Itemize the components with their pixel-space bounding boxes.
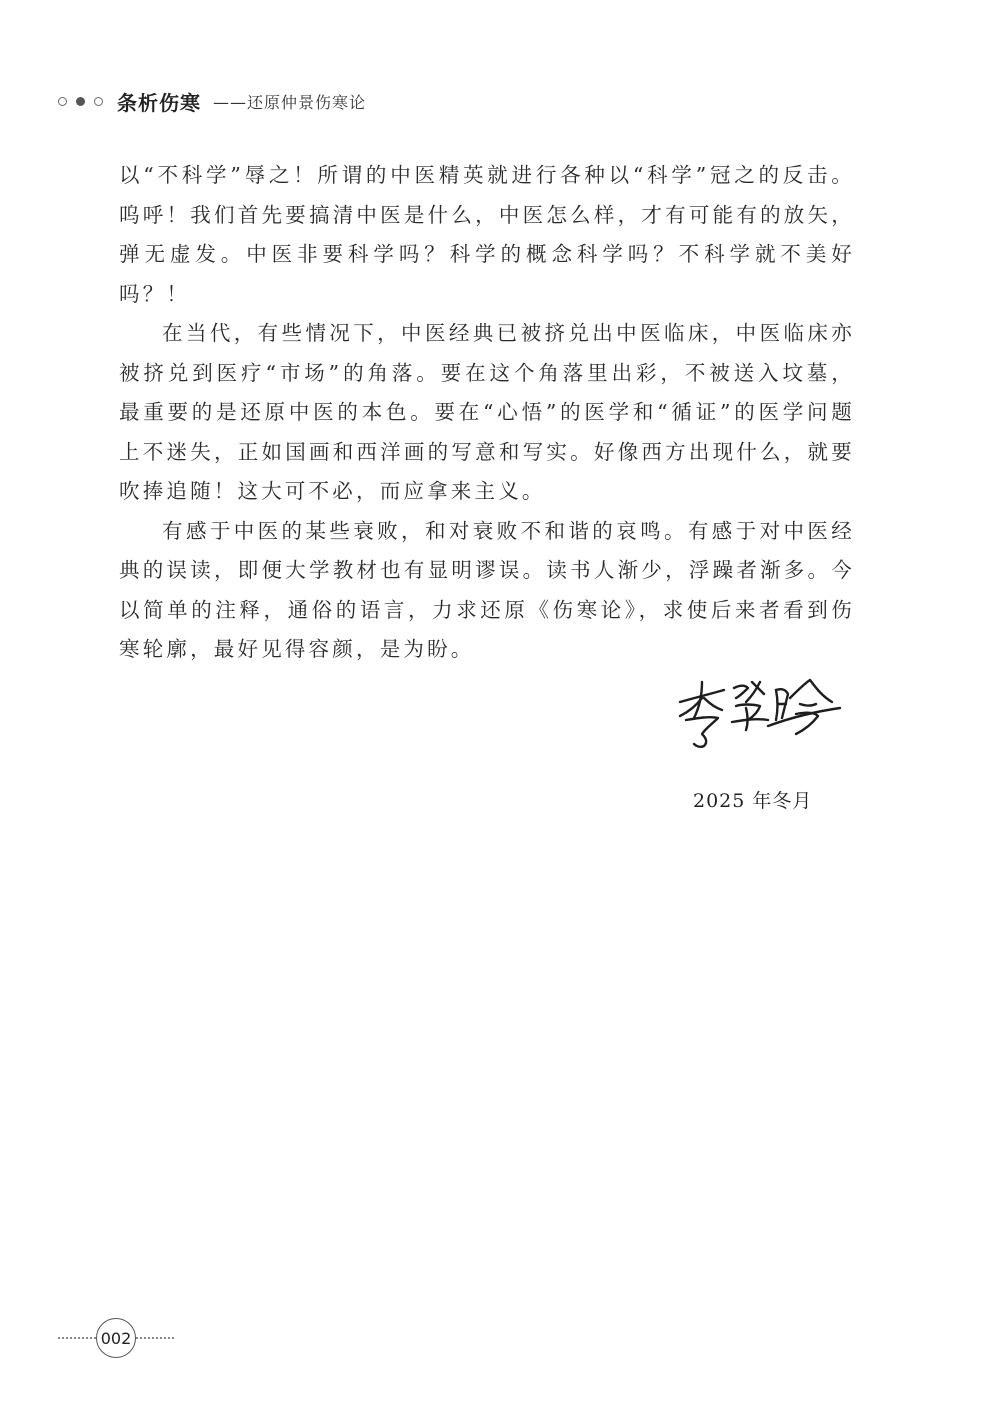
handwritten-signature [672,668,844,752]
paragraph: 有感于中医的某些衰败，和对衰败不和谐的哀鸣。有感于对中医经典的误读，即便大学教材也有显明谬误。读书人渐少，浮躁者渐多。今以简单的注释，通俗的语言，力求还原《伤寒论》，求使后来者看到伤寒轮廓，最好见得容颜，是为盼。 [119,518,855,661]
book-subtitle: ——还原仲景伤寒论 [213,92,367,112]
page-footer [58,1318,174,1358]
page-number: 002 [96,1318,136,1358]
dotted-leader [136,1337,174,1339]
paragraph: 在当代，有些情况下，中医经典已被挤兑出中医临床，中医临床亦被挤兑到医疗“市场”的角落。要在这个角落里出彩，不被送入坟墓，最重要的是还原中医的本色。要在“心悟”的医学和“循证”的医学问题上不迷失，正如国画和西洋画的写意和写实。好像西方出现什么，就要吹捧追随！这大可不必，而应拿来主义。 [119,321,855,503]
hollow-dot-icon [94,97,103,106]
header-dots [58,97,103,106]
paragraph: 以“不科学”辱之！所谓的中医精英就进行各种以“科学”冠之的反击。呜呼！我们首先要搞清中医是什么，中医怎么样，才有可能有的放矢，弹无虚发。中医非要科学吗？科学的概念科学吗？不科学就不美好吗？！ [119,163,855,306]
filled-dot-icon [76,97,85,106]
signature-date: 2025 年冬月 [693,790,813,812]
hollow-dot-icon [58,97,67,106]
book-title: 条析伤寒 [117,90,201,115]
running-header [58,86,366,116]
dotted-leader [58,1337,96,1339]
body-text [119,156,855,670]
